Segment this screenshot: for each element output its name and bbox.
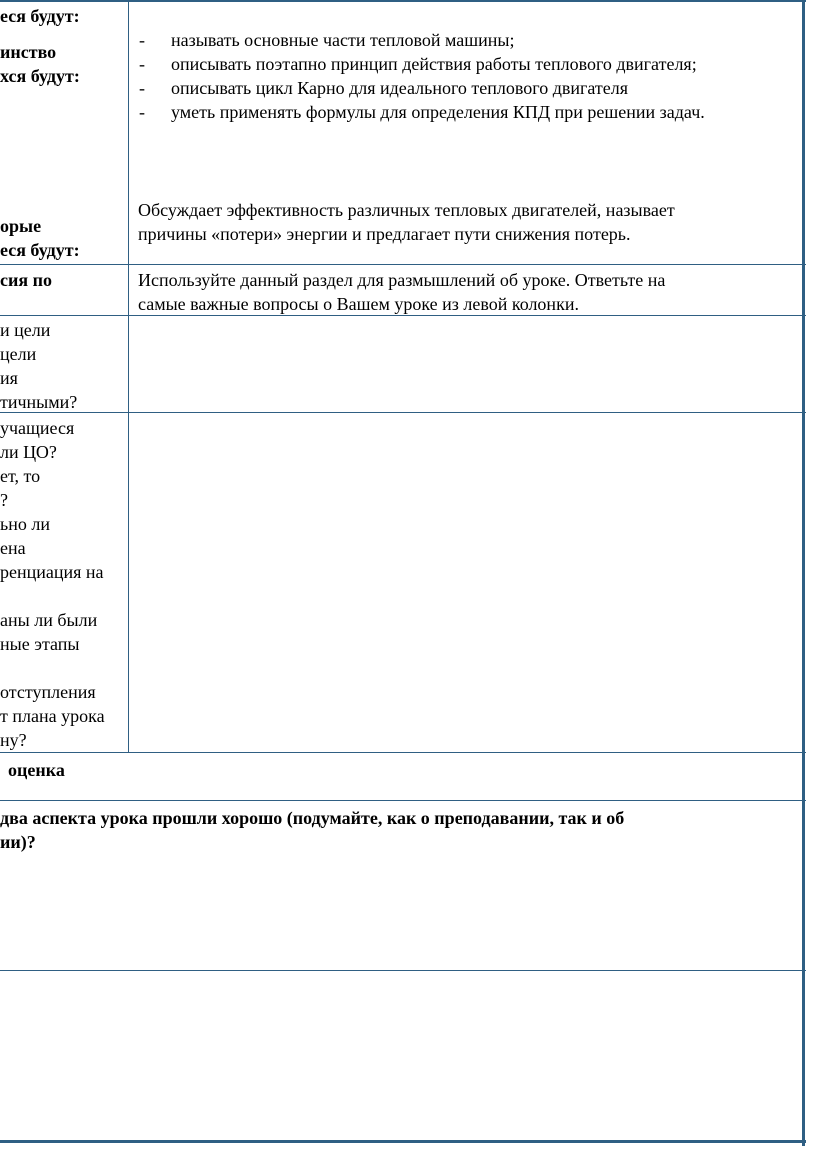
bullet-dash: -	[139, 54, 145, 74]
row-divider	[0, 264, 806, 265]
some-learners-objective: причины «потери» энергии и предлагает пути снижения потерь.	[138, 224, 631, 244]
table-bottom-border	[0, 1140, 806, 1143]
row-divider	[0, 412, 806, 413]
objective-item: уметь применять формулы для определения КПД при решении задач.	[171, 102, 705, 122]
objective-item: называть основные части тепловой машины;	[171, 30, 515, 50]
reflection-hint: Используйте данный раздел для размышлений об уроке. Ответьте на	[138, 270, 666, 290]
question1-line: цели	[0, 344, 37, 364]
summary-heading: оценка	[8, 760, 65, 780]
question2-line: отступления	[0, 682, 96, 702]
question1-line: и цели	[0, 320, 51, 340]
question2-line: ренциация на	[0, 562, 104, 582]
objectives-label-line: хся будут:	[0, 66, 80, 86]
objective-item: описывать цикл Карно для идеального теплового двигателя	[171, 78, 629, 98]
column-divider	[128, 0, 129, 752]
question2-line: т плана урока	[0, 706, 105, 726]
row-divider	[0, 970, 806, 971]
question2-line: учащиеся	[0, 418, 75, 438]
question2-line: ет, то	[0, 466, 41, 486]
objectives-label-line: еся будут:	[0, 6, 80, 26]
table-top-border	[0, 0, 806, 2]
reflection-hint: самые важные вопросы о Вашем уроке из левой колонки.	[138, 294, 579, 314]
question2-line: ли ЦО?	[0, 442, 57, 462]
question2-line: ные этапы	[0, 634, 80, 654]
summary-question: ии)?	[0, 832, 36, 852]
reflection-label: сия по	[0, 270, 52, 290]
bullet-dash: -	[139, 30, 145, 50]
table-right-border	[802, 0, 805, 1146]
row-divider	[0, 800, 806, 801]
objective-item: описывать поэтапно принцип действия работы теплового двигателя;	[171, 54, 697, 74]
some-learners-label-line: орые	[0, 216, 42, 236]
some-learners-label-line: еся будут:	[0, 240, 80, 260]
question1-line: ия	[0, 368, 18, 388]
bullet-dash: -	[139, 78, 145, 98]
question2-line: ьно ли	[0, 514, 50, 534]
question2-line: ?	[0, 490, 8, 510]
question2-line: ну?	[0, 730, 27, 750]
question1-line: тичными?	[0, 392, 78, 412]
objectives-label-line: инство	[0, 42, 57, 62]
bullet-dash: -	[139, 102, 145, 122]
question2-line: аны ли были	[0, 610, 98, 630]
some-learners-objective: Обсуждает эффективность различных тепловых двигателей, называет	[138, 200, 675, 220]
row-divider	[0, 752, 806, 753]
summary-question: два аспекта урока прошли хорошо (подумайте, как о преподавании, так и об	[0, 808, 625, 828]
question2-line: ена	[0, 538, 26, 558]
